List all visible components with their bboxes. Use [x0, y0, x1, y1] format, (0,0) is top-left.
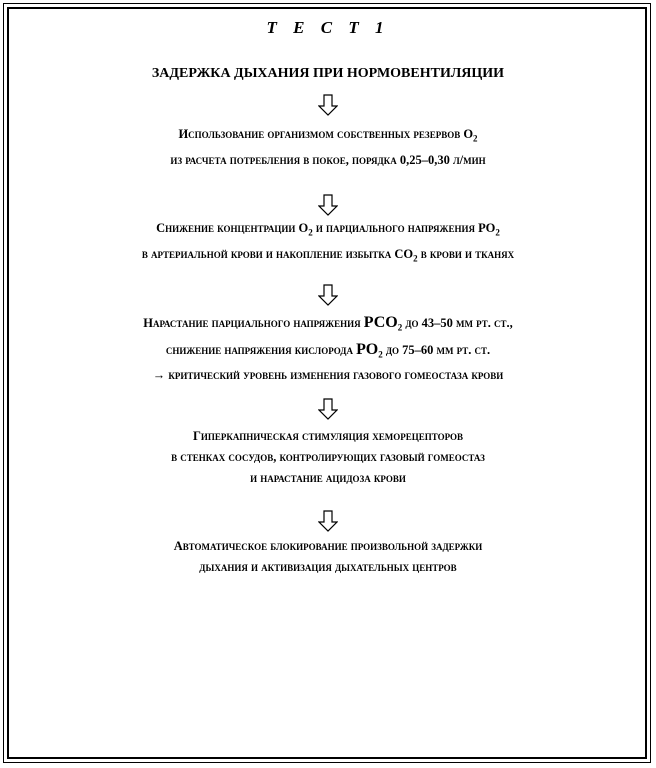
step-1-line-2: из расчета потребления в покое, порядка 0,25–0,30 л/мин — [170, 152, 486, 167]
step-3-line-3: → критический уровень изменения газового гомеостаза крови — [152, 368, 504, 382]
step-1 — [0, 124, 656, 171]
test-title: Т Е С Т 1 — [266, 18, 390, 37]
step-4 — [0, 426, 656, 489]
step-2 — [0, 218, 656, 269]
step-1-line-1: Использование организмом собственных резервов $О_2$ — [178, 127, 478, 144]
down-arrow-icon — [318, 194, 338, 216]
down-arrow-icon — [318, 510, 338, 532]
step-3-line-2: снижение напряжения кислорода $РО_2$ до 75–60 мм рт. ст. — [165, 340, 491, 359]
step-5-line-2: дыхания и активизация дыхательных центров — [199, 560, 457, 574]
step-2-line-1: Снижение концентрации $О_2$ и парциального напряжения $РО_2$ — [156, 221, 500, 238]
down-arrow-icon — [318, 398, 338, 420]
step-4-line-3: и нарастание ацидоза крови — [250, 471, 406, 485]
step-3 — [0, 312, 656, 386]
step-4-line-2: в стенках сосудов, контролирующих газовый гомеостаз — [171, 450, 485, 464]
step-4-line-1: Гиперкапническая стимуляция хеморецепторов — [192, 429, 464, 443]
step-5-line-1: Автоматическое блокирование произвольной задержки — [173, 539, 483, 553]
down-arrow-icon — [318, 284, 338, 306]
step-3-line-1: Нарастание парциального напряжения $РСО_2$ до 43–50 мм рт. ст., — [143, 314, 513, 333]
down-arrow-icon — [318, 94, 338, 116]
flowchart-heading: ЗАДЕРЖКА ДЫХАНИЯ ПРИ НОРМОВЕНТИЛЯЦИИ — [151, 66, 505, 81]
step-5 — [0, 536, 656, 578]
step-2-line-2: в артериальной крови и накопление избытка $СО_2$ в крови и тканях — [141, 246, 515, 263]
